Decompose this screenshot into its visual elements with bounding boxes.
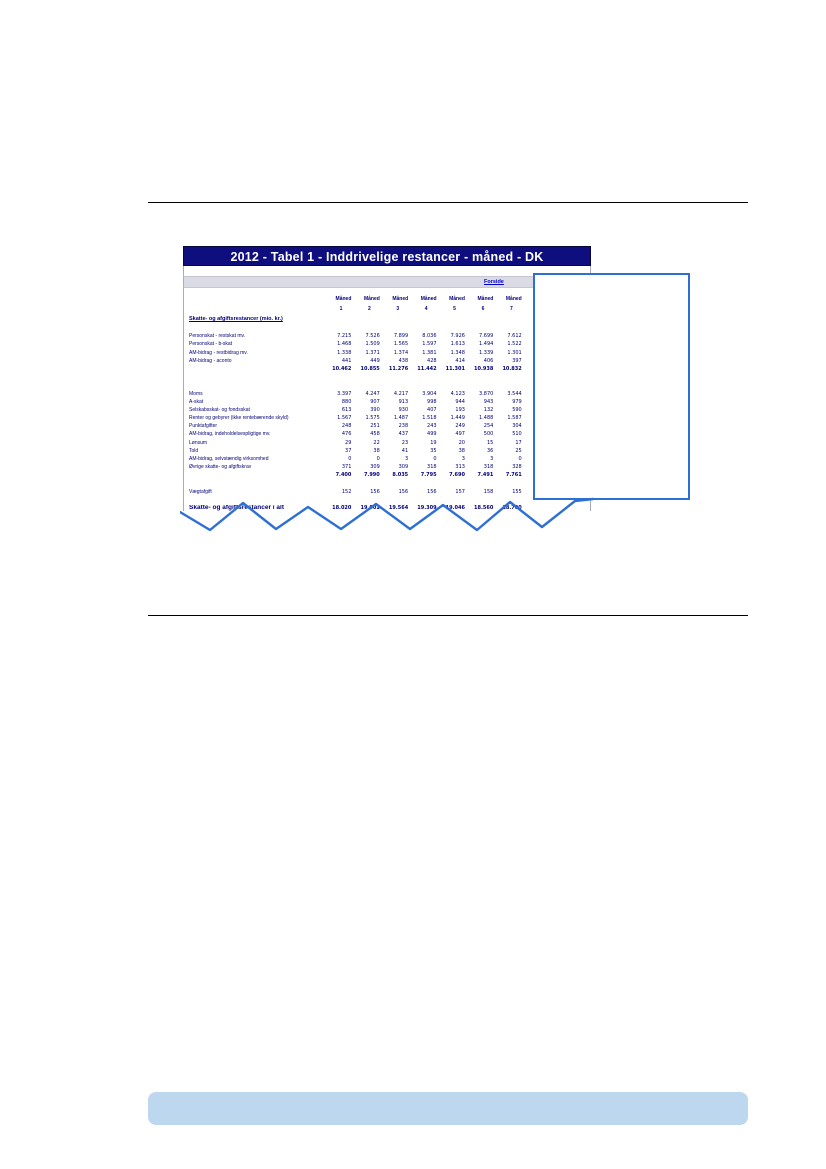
spacer-row <box>184 372 590 380</box>
row-label: Vægtafgift <box>189 488 212 495</box>
cell-value: 11.442 <box>417 365 437 372</box>
cell-value: 309 <box>370 464 380 471</box>
cell-value: 913 <box>398 398 409 405</box>
cell-value: 7.690 <box>449 472 465 479</box>
cell-value: 7.699 <box>479 333 494 340</box>
cell-value: 248 <box>341 423 352 430</box>
cell-value: 8.036 <box>422 333 437 340</box>
column-header-word: Måned <box>363 296 380 302</box>
cell-value: 10.855 <box>360 365 380 372</box>
cell-value: 238 <box>398 423 409 430</box>
table-row <box>184 405 590 413</box>
row-label: A-skat <box>189 398 204 405</box>
column-header-word: Måned <box>449 296 465 302</box>
cell-value: 458 <box>370 431 380 438</box>
table-row <box>184 339 590 347</box>
table-row <box>184 421 590 429</box>
report-table <box>183 288 591 511</box>
cell-value: 0 <box>348 456 352 462</box>
cell-value: 254 <box>483 423 494 430</box>
cell-value: 23 <box>401 439 409 446</box>
cell-value: 11.276 <box>388 365 409 372</box>
cell-value: 25 <box>515 447 522 454</box>
table-row <box>184 470 590 478</box>
row-label: Øvrige skatte- og afgiftskrav <box>189 464 252 471</box>
cell-value: 1.575 <box>365 415 380 422</box>
column-header-number: 6 <box>481 305 485 312</box>
cell-value: 18.020 <box>332 505 352 512</box>
cell-value: 157 <box>455 488 465 495</box>
cell-value: 18.700 <box>502 505 522 512</box>
cell-value: 497 <box>455 431 465 438</box>
row-label: Skatte- og afgiftsrestancer i alt <box>189 505 284 512</box>
cell-value: 22 <box>373 439 380 446</box>
cell-value: 10.462 <box>332 365 352 372</box>
table-row <box>184 429 590 437</box>
cell-value: 19.309 <box>417 505 437 512</box>
cell-value: 132 <box>483 406 494 413</box>
cell-value: 243 <box>427 423 437 430</box>
cell-value: 441 <box>341 357 352 364</box>
row-label: Selskabsskat- og fondsskat <box>189 406 250 413</box>
report-title: 2012 - Tabel 1 - Inddrivelige restancer - måned - DK <box>183 246 591 266</box>
cell-value: 500 <box>483 431 494 438</box>
cell-value: 1.468 <box>337 341 352 348</box>
cell-value: 998 <box>427 398 437 405</box>
column-header-number: 5 <box>453 305 456 312</box>
cell-value: 0 <box>433 456 437 462</box>
column-header-word: Måned <box>477 296 494 302</box>
cell-value: 249 <box>455 423 465 430</box>
column-header-number: 4 <box>424 305 428 312</box>
section-title: Skatte- og afgiftsrestancer (mio. kr.) <box>189 316 283 322</box>
cell-value: 0 <box>518 456 522 462</box>
table-row <box>184 397 590 405</box>
table-row <box>184 437 590 445</box>
row-label: Told <box>189 447 199 454</box>
cell-value: 1.487 <box>393 415 409 422</box>
table-row <box>184 331 590 339</box>
cell-value: 1.518 <box>422 415 437 422</box>
cell-value: 476 <box>341 431 352 438</box>
cell-value: 1.522 <box>507 341 522 348</box>
row-label: Personskat - b-skat <box>189 341 233 348</box>
cell-value: 590 <box>512 406 522 413</box>
cell-value: 3.904 <box>422 390 437 397</box>
row-label: Personskat - restskat mv. <box>189 333 246 340</box>
torn-edge-zigzag <box>180 496 594 536</box>
column-header-number: 7 <box>509 305 513 312</box>
cell-value: 1.339 <box>479 349 494 356</box>
cell-value: 944 <box>455 398 465 405</box>
cell-value: 35 <box>430 447 437 454</box>
cell-value: 3 <box>490 456 494 462</box>
cell-value: 3.397 <box>337 390 352 397</box>
cell-value: 318 <box>483 464 494 471</box>
cell-value: 3.870 <box>479 390 494 397</box>
cell-value: 390 <box>370 406 380 413</box>
title-spacer-band <box>183 266 591 276</box>
cell-value: 158 <box>483 488 494 495</box>
cell-value: 880 <box>341 398 352 405</box>
cell-value: 155 <box>512 488 522 495</box>
cell-value: 1.488 <box>479 415 494 422</box>
cell-value: 318 <box>427 464 437 471</box>
row-label: Moms <box>189 390 203 397</box>
cell-value: 1.449 <box>450 415 465 422</box>
cell-value: 251 <box>370 423 380 430</box>
cell-value: 1.381 <box>422 349 437 356</box>
row-label: AM-bidrag, selvstændig virksomhed <box>189 456 269 462</box>
cell-value: 1.597 <box>422 341 437 348</box>
column-header-word: Måned <box>505 296 522 302</box>
top-divider <box>148 202 748 203</box>
table-row <box>184 487 590 495</box>
cell-value: 1.338 <box>337 349 352 356</box>
cell-value: 19 <box>430 439 437 446</box>
cell-value: 7.400 <box>335 472 352 479</box>
cell-value: 3.544 <box>507 390 522 397</box>
row-label: AM-bidrag - aconto <box>189 357 232 364</box>
cell-value: 156 <box>370 488 380 495</box>
cell-value: 7.526 <box>365 333 380 340</box>
cell-value: 193 <box>455 406 465 413</box>
cell-value: 1.494 <box>479 341 494 348</box>
table-row <box>184 388 590 396</box>
cell-value: 41 <box>401 447 409 454</box>
column-header-number: 2 <box>368 305 371 312</box>
cell-value: 38 <box>373 447 380 454</box>
cell-value: 510 <box>512 431 522 438</box>
table-row <box>184 356 590 364</box>
cell-value: 407 <box>427 406 437 413</box>
cell-value: 156 <box>398 488 409 495</box>
cell-value: 1.613 <box>450 341 465 348</box>
column-header-number: 3 <box>396 305 400 312</box>
cell-value: 152 <box>341 488 352 495</box>
cell-value: 38 <box>458 447 465 454</box>
table-row <box>184 347 590 355</box>
cell-value: 1.348 <box>450 349 465 356</box>
cell-value: 428 <box>427 357 437 364</box>
row-label: AM-bidrag - restbidrag mv. <box>189 349 248 356</box>
cell-value: 979 <box>512 398 522 405</box>
cell-value: 1.509 <box>365 341 380 348</box>
table-row <box>184 462 590 470</box>
cell-value: 613 <box>341 406 352 413</box>
cell-value: 1.301 <box>507 349 522 356</box>
cell-value: 156 <box>427 488 437 495</box>
cell-value: 0 <box>376 456 380 462</box>
cell-value: 19.564 <box>388 505 409 512</box>
cell-value: 15 <box>486 439 494 446</box>
cell-value: 371 <box>341 464 352 471</box>
table-row <box>184 446 590 454</box>
cell-value: 10.832 <box>502 365 522 372</box>
cell-value: 437 <box>398 431 409 438</box>
column-header-number: 1 <box>339 305 343 312</box>
cell-value: 11.301 <box>445 365 465 372</box>
cell-value: 1.371 <box>365 349 380 356</box>
spacer-row <box>184 478 590 486</box>
cell-value: 1.565 <box>393 341 409 348</box>
cell-value: 7.491 <box>477 472 494 479</box>
cell-value: 7.899 <box>393 333 409 340</box>
cell-value: 438 <box>398 357 409 364</box>
cell-value: 4.123 <box>450 390 465 397</box>
cell-value: 7.761 <box>505 472 522 479</box>
column-header-word: Måned <box>420 296 437 302</box>
cell-value: 10.938 <box>474 365 494 372</box>
row-label: Lønsum <box>189 439 208 446</box>
cell-value: 7.795 <box>420 472 437 479</box>
cell-value: 449 <box>370 357 380 364</box>
cell-value: 29 <box>345 439 352 446</box>
overlay-box <box>533 273 690 500</box>
column-header-word: Måned <box>392 296 409 302</box>
nav-band <box>183 276 591 288</box>
cell-value: 499 <box>427 431 437 438</box>
cell-value: 19.001 <box>360 505 380 512</box>
cell-value: 397 <box>512 357 522 364</box>
cell-value: 7.612 <box>507 333 522 340</box>
table-rows <box>184 331 590 511</box>
cell-value: 7.215 <box>337 333 352 340</box>
row-label: Punktafgifter <box>189 423 218 430</box>
cell-value: 36 <box>486 447 494 454</box>
cell-value: 943 <box>483 398 494 405</box>
cell-value: 3 <box>404 456 409 462</box>
cell-value: 8.035 <box>392 472 409 479</box>
cell-value: 1.374 <box>393 349 409 356</box>
cell-value: 1.587 <box>507 415 522 422</box>
cell-value: 304 <box>512 423 522 430</box>
cell-value: 4.247 <box>365 390 380 397</box>
middle-divider <box>148 615 748 616</box>
cell-value: 20 <box>458 439 465 446</box>
forside-link[interactable]: Forside <box>484 279 504 285</box>
cell-value: 313 <box>455 464 465 471</box>
cell-value: 19.046 <box>445 505 465 512</box>
bottom-highlight-bar <box>148 1092 748 1125</box>
cell-value: 907 <box>370 398 380 405</box>
cell-value: 18.560 <box>474 505 494 512</box>
table-row <box>184 413 590 421</box>
cell-value: 328 <box>512 464 522 471</box>
row-label: AM-bidrag, indeholdelsespligtige mv. <box>189 431 271 438</box>
table-row <box>184 454 590 462</box>
cell-value: 3 <box>461 456 465 462</box>
spacer-row <box>184 380 590 388</box>
report-card <box>183 246 591 511</box>
cell-value: 17 <box>515 439 522 446</box>
cell-value: 37 <box>345 447 352 454</box>
cell-value: 4.217 <box>393 390 409 397</box>
column-header-word: Måned <box>335 296 352 302</box>
row-label: Renter og gebyrer (ikke rentebærende skyld) <box>189 415 289 422</box>
cell-value: 309 <box>398 464 409 471</box>
cell-value: 7.926 <box>450 333 465 340</box>
cell-value: 414 <box>455 357 465 364</box>
cell-value: 7.990 <box>363 472 380 479</box>
table-row <box>184 364 590 372</box>
cell-value: 406 <box>483 357 494 364</box>
cell-value: 1.567 <box>337 415 352 422</box>
cell-value: 930 <box>398 406 409 413</box>
